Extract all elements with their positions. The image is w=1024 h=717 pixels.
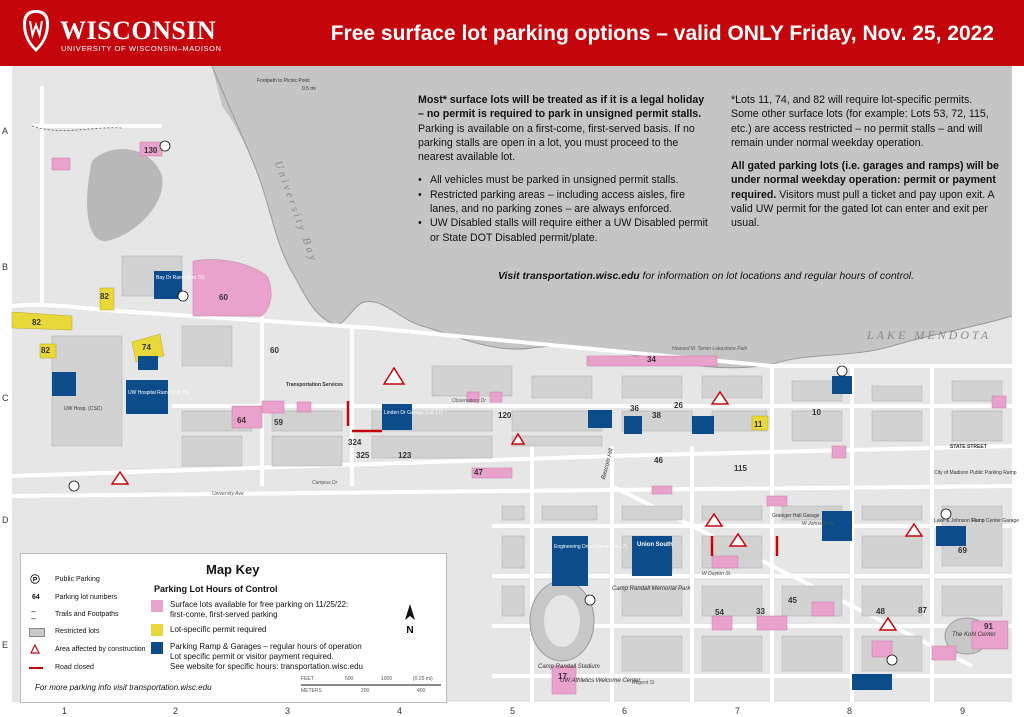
info-exceptions: *Lots 11, 74, and 82 will require lot-specific permits. Some other surface lots (for example: Lots 53, 72, 115, etc.) are access restricted – no permit stalls – and will remain under normal weekday operation. — [731, 94, 989, 149]
grid-num-2: 2 — [173, 706, 179, 716]
lot-11[interactable]: 11 — [754, 420, 763, 429]
lot-91[interactable]: 91 — [984, 622, 993, 631]
lot-33[interactable]: 33 — [756, 607, 765, 616]
camp-randall-stadium-label: Camp Randall Stadium — [538, 664, 600, 670]
fluno-garage-label: Fluno Center Garage — [972, 518, 1019, 524]
lot-82-c[interactable]: 82 — [41, 346, 50, 355]
free-lot-swatch — [151, 600, 163, 612]
lot-120[interactable]: 120 — [498, 411, 512, 420]
road-closed-icon — [29, 667, 43, 669]
lot-115[interactable]: 115 — [734, 464, 747, 473]
grid-num-8: 8 — [847, 706, 853, 716]
grid-letter-a: A — [2, 126, 9, 136]
union-south-label: Union South — [637, 542, 673, 548]
lot-69[interactable]: 69 — [958, 546, 967, 555]
lot-48[interactable]: 48 — [876, 607, 885, 616]
johnson-st-label: W Johnson St — [802, 521, 834, 527]
lot-74[interactable]: 74 — [142, 343, 151, 352]
regent-st-label: Regent St — [632, 680, 655, 686]
svg-text:P: P — [32, 576, 38, 584]
permit-lot-swatch — [151, 624, 163, 636]
grid-letter-d: D — [2, 515, 9, 525]
info-bullet: • UW Disabled stalls will require either a UW Disabled permit or State DOT Disabled permit/plate. — [428, 216, 708, 245]
info-bullet: • Restricted parking areas – including access aisles, fire lanes, and no parking zones – are always enforced. — [428, 188, 708, 217]
lot-60[interactable]: 60 — [219, 293, 228, 302]
lot-10[interactable]: 10 — [812, 408, 821, 417]
grid-num-6: 6 — [622, 706, 628, 716]
hospital-label: UW Hosp. (CSC) — [64, 406, 103, 412]
visit-text: for information on lot locations and regular hours of control. — [642, 271, 915, 282]
lot-number-icon: 64 — [32, 594, 40, 601]
public-parking-icon — [30, 574, 40, 584]
visit-line — [498, 271, 914, 282]
visit-url-link[interactable]: Visit transportation.wisc.edu — [498, 271, 640, 282]
observatory-dr-label: Observatory Dr — [452, 398, 486, 404]
grid-num-9: 9 — [960, 706, 966, 716]
lot-87[interactable]: 87 — [918, 606, 927, 615]
kohl-center-label: The Kohl Center — [952, 632, 996, 638]
info-column-left — [418, 93, 708, 245]
lot-36[interactable]: 36 — [630, 404, 639, 413]
uw-hospital-ramp-label: UW Hospital Ramp (Lot 75) — [128, 390, 190, 396]
lot-82-a[interactable]: 82 — [100, 292, 109, 301]
camp-randall-park-label: Camp Randall Memorial Park — [612, 586, 691, 592]
grid-letter-e: E — [2, 640, 9, 650]
grid-num-7: 7 — [735, 706, 741, 716]
university-ave-label: University Ave — [212, 491, 244, 497]
dayton-st-label: W Dayton St — [702, 571, 731, 577]
lot-38[interactable]: 38 — [652, 411, 661, 420]
grid-letter-b: B — [2, 262, 9, 272]
construction-icon — [30, 644, 40, 654]
info-bullets — [418, 173, 708, 244]
map-key-subtitle: Parking Lot Hours of Control — [154, 584, 278, 594]
page-headline: Free surface lot parking options – valid ONLY Friday, Nov. 25, 2022 — [330, 22, 994, 45]
ramp-swatch — [151, 642, 163, 654]
info-bullet: • All vehicles must be parked in unsigned permit stalls. — [428, 173, 708, 187]
lot-325[interactable]: 325 — [356, 451, 370, 460]
uw-crest-icon — [20, 8, 52, 54]
trail-line-icon: ------ — [31, 609, 35, 623]
footpath-distance: 0.5 mi — [302, 86, 316, 92]
lot-82-b[interactable]: 82 — [32, 318, 41, 327]
grid-num-3: 3 — [285, 706, 291, 716]
grid-letter-c: C — [2, 393, 9, 403]
bascom-hill-label: Bascom Hill — [600, 447, 615, 481]
lot-59[interactable]: 59 — [274, 418, 283, 427]
grid-num-4: 4 — [397, 706, 403, 716]
welcome-center-label: UW Athletics Welcome Center — [560, 678, 641, 684]
university-bay-label: University Bay — [271, 159, 320, 265]
info-column-right — [731, 93, 1001, 240]
lot-45[interactable]: 45 — [788, 596, 797, 605]
logo-wordmark: WISCONSIN — [60, 16, 217, 45]
north-arrow-icon — [403, 604, 417, 620]
lot-60-b[interactable]: 60 — [270, 346, 279, 355]
camp-randall-stadium — [530, 581, 594, 661]
lot-123[interactable]: 123 — [398, 451, 412, 460]
transportation-services-label: Transportation Services — [286, 382, 343, 388]
map-key-footer: For more parking info visit transportation.wisc.edu — [35, 683, 212, 692]
state-street-label: STATE STREET — [950, 444, 987, 450]
grainger-garage-label: Grainger Hall Garage — [772, 513, 820, 519]
lot-47[interactable]: 47 — [474, 468, 483, 477]
lot-34[interactable]: 34 — [647, 355, 656, 364]
lot-26[interactable]: 26 — [674, 401, 683, 410]
lot-64[interactable]: 64 — [237, 416, 246, 425]
map-key: Map Key Parking Lot Hours of Control P Public Parking 64 Parking lot numbers ------ Trails and Footpaths Restricted lots Area affected by construction Road closed Surface lots available for free parking on 11/25/22: first-come, first-served parking Lot-specific permit required Parking Ramp & Garages – regular hours of operation Lot specific permit or visitor payment required. See website for specific hours: transportation.wisc.edu N FEET 500 1000 (0.25 mi) METERS 200 400 For more parking info visit transportation.wisc.edu — [20, 553, 447, 703]
engineering-ramp-label: Engineering Drive Ramp (Lot 17) — [554, 544, 628, 550]
lot-46[interactable]: 46 — [654, 456, 663, 465]
lake-mendota-label: LAKE MENDOTA — [867, 328, 992, 342]
grid-num-5: 5 — [510, 706, 516, 716]
footpath-label: Footpath to Picnic Point — [257, 78, 310, 84]
linden-garage-label: Linden Dr Garage (Lot 17) — [384, 410, 443, 416]
lake-johnson-ramp-label: Lake & Johnson Ramp — [934, 518, 985, 524]
info-lead-text: Parking is available on a first-come, first-served basis. If no parking stalls are open in a lot, you must proceed to the nearest available lot. — [418, 122, 695, 164]
lot-324[interactable]: 324 — [348, 438, 362, 447]
map-key-title: Map Key — [206, 562, 260, 577]
north-arrow: N — [403, 604, 417, 636]
lot-17[interactable]: 17 — [558, 672, 567, 681]
campus-dr-label: Campus Dr — [312, 480, 338, 486]
bay-dr-ramp-label: Bay Dr Ramp (Lot 76) — [156, 275, 205, 281]
info-gated-text: Visitors must pull a ticket and pay upon exit. A valid UW permit for the gated lot can enter and exit per usual. — [731, 188, 995, 230]
lot-130[interactable]: 130 — [144, 146, 158, 155]
info-gated-bold: All gated parking lots (i.e. garages and ramps) will be under normal weekday operation: permit or payment required. — [731, 160, 999, 201]
header-bar — [0, 0, 1024, 66]
info-lead-bold: Most* surface lots will be treated as if it is a legal holiday – no permit is required to park in unsigned permit stalls. — [418, 94, 705, 121]
lot-54[interactable]: 54 — [715, 608, 724, 617]
logo-subtitle: UNIVERSITY OF WISCONSIN–MADISON — [61, 44, 222, 53]
lakeshore-path-label: Howard M. Temin Lakeshore Path — [672, 346, 748, 352]
preserve-lagoon — [87, 149, 162, 241]
grid-num-1: 1 — [62, 706, 68, 716]
madison-ramp-label: City of Madison Public Parking Ramp — [934, 470, 1017, 476]
restricted-lot-icon — [29, 628, 45, 637]
